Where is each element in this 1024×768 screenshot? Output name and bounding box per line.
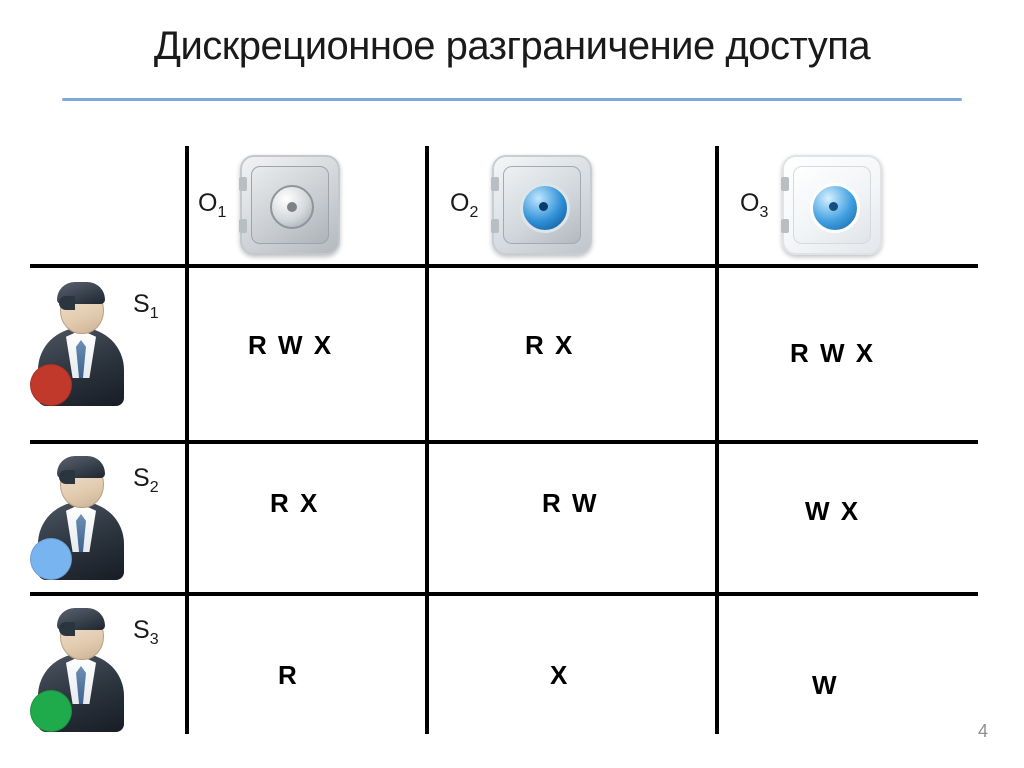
cell-s2-o1: R X [270, 488, 320, 518]
cell-s1-o1: R W X [248, 330, 334, 360]
subject-label-s2: $S_2$ [133, 464, 159, 496]
column-header-o1 [198, 150, 340, 260]
slide-number: 4 [977, 721, 988, 741]
cell-s3-o2: X [550, 660, 570, 690]
cell-s1-o2: R X [525, 330, 575, 360]
matrix-horizontal-line-1 [30, 264, 978, 268]
cell-s2-o2: R W [542, 488, 599, 518]
matrix-horizontal-line-2 [30, 440, 978, 444]
row-header-s3 [30, 598, 185, 748]
row-header-s1 [30, 272, 185, 422]
user-avatar-icon [30, 608, 130, 738]
object-label-o3: $O_3$ [740, 188, 769, 221]
access-control-matrix [30, 140, 990, 740]
subject-label-s3: $S_3$ [133, 616, 159, 648]
title-divider [62, 98, 962, 101]
cell-s2-o3: W X [805, 496, 861, 526]
column-header-o3 [740, 150, 882, 260]
safe-grey-icon [240, 155, 340, 255]
safe-light-icon [782, 155, 882, 255]
subject-label-s1: $S_1$ [133, 290, 159, 322]
user-avatar-icon [30, 282, 130, 412]
cell-s3-o3: W [812, 670, 839, 700]
object-label-o1: $O_1$ [198, 188, 227, 221]
user-avatar-icon [30, 456, 130, 586]
row-header-s2 [30, 446, 185, 596]
cell-s3-o1: R [278, 660, 299, 690]
column-header-o2 [450, 150, 592, 260]
object-label-o2: $O_2$ [450, 188, 479, 221]
cell-s1-o3: R W X [790, 338, 876, 368]
safe-blue-icon [492, 155, 592, 255]
page-title: Дискреционное разграничение доступа [153, 24, 871, 68]
